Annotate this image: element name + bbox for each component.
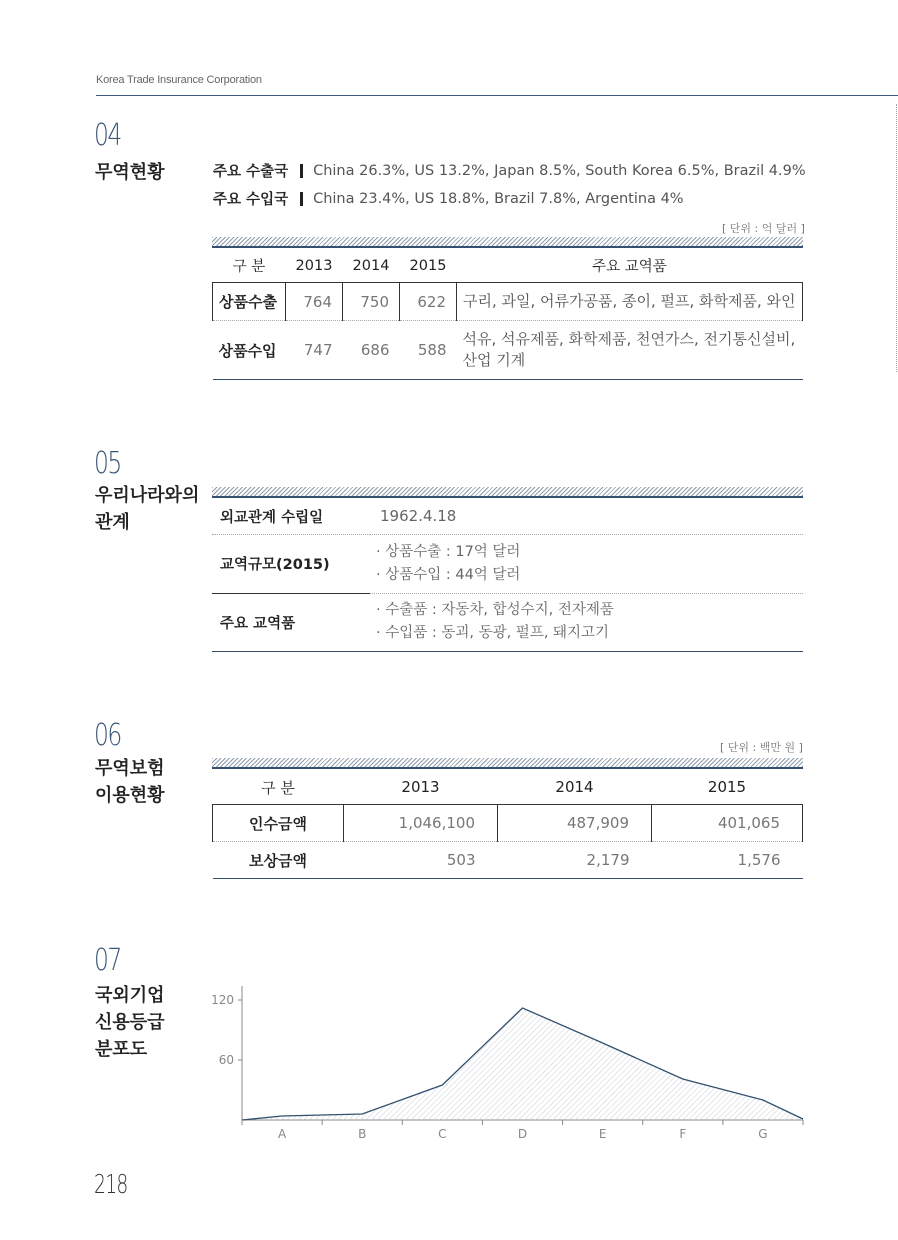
header-items: 주요 교역품 — [457, 249, 803, 283]
cell-2015: 401,065 — [652, 805, 803, 842]
cell-2013: 747 — [286, 321, 343, 380]
y-tick-label: 60 — [218, 1053, 234, 1067]
cell-2014: 750 — [343, 283, 400, 321]
section-number-07: 07 — [94, 943, 121, 978]
value-line: · 상품수출 : 17억 달러 — [376, 543, 521, 560]
row-label: 상품수입 — [213, 321, 286, 380]
insurance-table — [212, 770, 803, 879]
table-row — [212, 499, 803, 534]
table-hatch-band — [212, 237, 803, 248]
x-tick-label: E — [598, 1127, 607, 1141]
header-org: Korea Trade Insurance Corporation — [96, 74, 262, 86]
x-tick-label: B — [358, 1127, 367, 1141]
section-number-06: 06 — [94, 718, 121, 753]
table-row — [213, 321, 803, 380]
import-countries-row — [213, 188, 684, 209]
title-line: 무역보험 — [95, 758, 165, 779]
row-label: 상품수출 — [213, 283, 286, 321]
table-header-row — [213, 249, 803, 283]
credit-rating-chart — [200, 980, 820, 1145]
cell-items: 석유, 석유제품, 화학제품, 천연가스, 전기통신설비, 산업 기계 — [457, 321, 803, 380]
header-2015: 2015 — [652, 770, 803, 805]
unit-label: [ 단위 : 백만 원 ] — [720, 741, 803, 754]
value-line: · 상품수입 : 44억 달러 — [376, 566, 521, 583]
header-2014: 2014 — [498, 770, 652, 805]
cell-2014: 686 — [343, 321, 400, 380]
header-2013: 2013 — [344, 770, 498, 805]
section-title-credit — [95, 982, 165, 1063]
row-label: 인수금액 — [213, 805, 344, 842]
cell-2013: 764 — [286, 283, 343, 321]
import-label: 주요 수입국 — [213, 192, 289, 208]
table-hatch-band — [212, 487, 803, 498]
table-row — [213, 842, 803, 879]
separator-bar — [300, 164, 303, 178]
header-2015: 2015 — [400, 249, 457, 283]
export-countries-row — [213, 160, 806, 181]
x-tick-label: F — [679, 1127, 687, 1141]
separator-bar — [300, 192, 303, 206]
import-value: China 23.4%, US 18.8%, Brazil 7.8%, Argentina 4% — [313, 190, 684, 207]
area-fill — [242, 1008, 803, 1120]
x-tick-label: D — [517, 1127, 528, 1141]
export-label: 주요 수출국 — [213, 164, 289, 180]
row-label: 보상금액 — [213, 842, 344, 879]
x-tick-label: G — [758, 1127, 768, 1141]
cell-2014: 2,179 — [498, 842, 652, 879]
cell-2013: 1,046,100 — [344, 805, 498, 842]
row-key: 외교관계 수립일 — [212, 499, 370, 534]
header-category: 구 분 — [213, 770, 344, 805]
cell-2015: 588 — [400, 321, 457, 380]
title-line: 분포도 — [95, 1039, 148, 1060]
section-number-04: 04 — [94, 118, 121, 153]
section-title-insurance — [95, 755, 165, 809]
title-line: 신용등급 — [95, 1012, 165, 1033]
table-row — [212, 534, 803, 593]
table-row — [212, 593, 803, 651]
cell-2013: 503 — [344, 842, 498, 879]
relations-table — [212, 499, 803, 652]
title-line: 국외기업 — [95, 985, 165, 1006]
section-number-05: 05 — [94, 446, 121, 481]
table-row — [213, 805, 803, 842]
cell-2015: 622 — [400, 283, 457, 321]
header-category: 구 분 — [213, 249, 286, 283]
row-value — [370, 534, 803, 593]
title-line: 우리나라와의 — [95, 485, 200, 506]
x-tick-label: A — [277, 1127, 287, 1141]
title-line: 이용현황 — [95, 785, 165, 806]
header-rule — [96, 95, 898, 96]
title-line: 관계 — [95, 512, 130, 533]
table-hatch-band — [212, 758, 803, 769]
row-key: 교역규모(2015) — [212, 534, 370, 593]
header-2014: 2014 — [343, 249, 400, 283]
unit-label: [ 단위 : 억 달러 ] — [722, 222, 805, 235]
value-line: · 수출품 : 자동차, 합성수지, 전자제품 — [376, 602, 614, 618]
table-header-row — [213, 770, 803, 805]
table-row — [213, 283, 803, 321]
x-tick-label: C — [438, 1127, 447, 1141]
row-value — [370, 593, 803, 651]
cell-items: 구리, 과일, 어류가공품, 종이, 펄프, 화학제품, 와인 — [457, 283, 803, 321]
cell-2015: 1,576 — [652, 842, 803, 879]
side-dotted-line — [896, 104, 897, 372]
section-title-relations — [95, 482, 199, 536]
header-2013: 2013 — [286, 249, 343, 283]
y-tick-label: 120 — [211, 993, 234, 1007]
cell-2014: 487,909 — [498, 805, 652, 842]
row-value: 1962.4.18 — [370, 499, 803, 534]
section-title-trade: 무역현황 — [95, 162, 165, 183]
trade-table — [212, 249, 803, 380]
page-number: 218 — [94, 1170, 128, 1200]
row-key: 주요 교역품 — [212, 593, 370, 651]
export-value: China 26.3%, US 13.2%, Japan 8.5%, South Korea 6.5%, Brazil 4.9% — [313, 162, 806, 179]
value-line: · 수입품 : 동괴, 동광, 펄프, 돼지고기 — [376, 625, 610, 641]
